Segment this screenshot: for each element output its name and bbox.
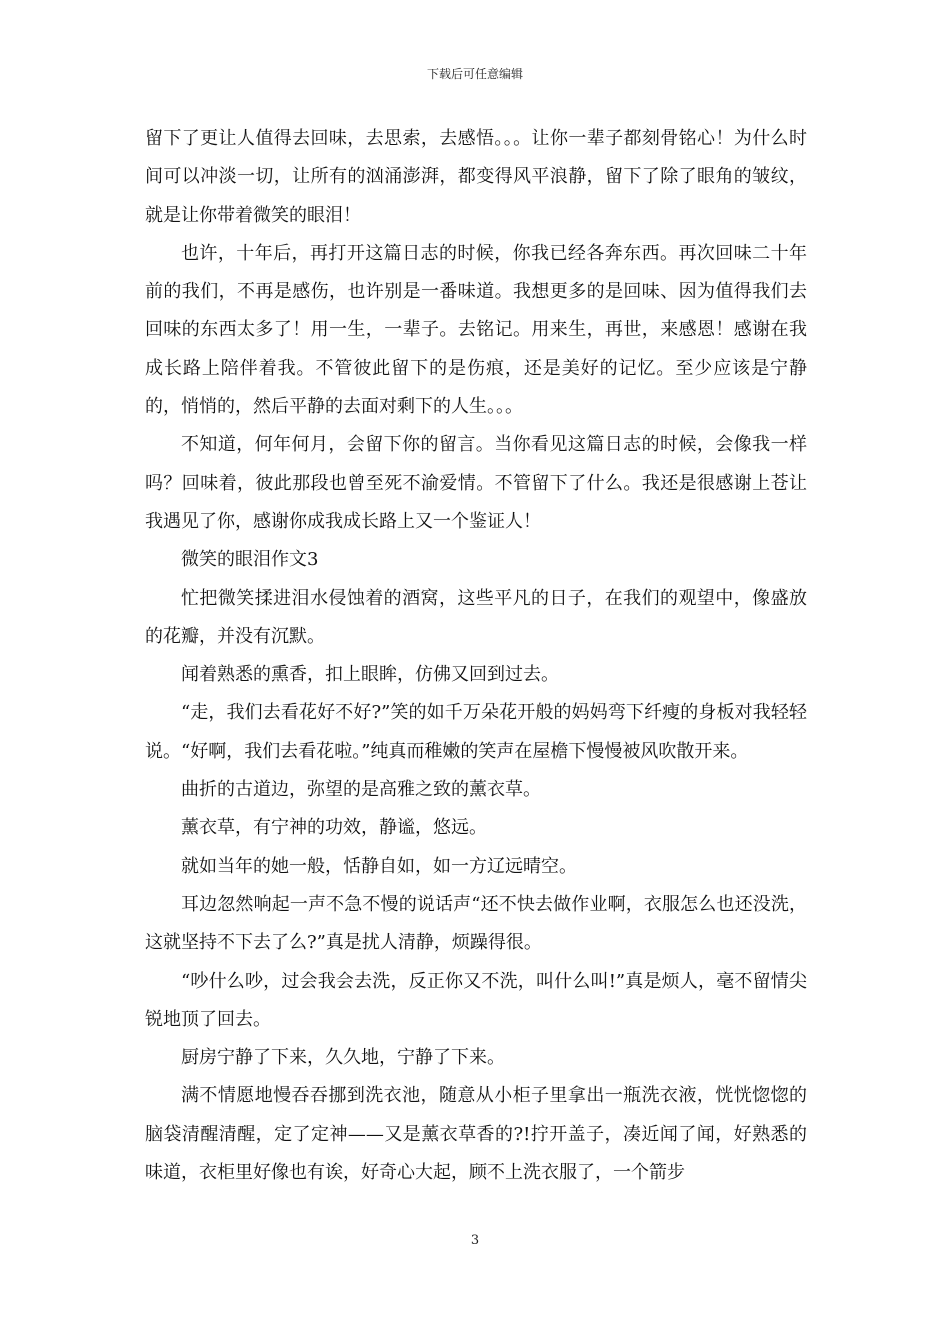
paragraph: 留下了更让人值得去回味，去思索，去感悟。。。让你一辈子都刻骨铭心！为什么时间可以冲淡一切，让所有的汹涌澎湃，都变得风平浪静，留下了除了眼角的皱纹，就是让你带着微笑的眼泪！ xyxy=(145,128,807,226)
paragraph: 厨房宁静了下来，久久地，宁静了下来。 xyxy=(181,1047,505,1069)
paragraph: “走，我们去看花好不好?”笑的如千万朵花开般的妈妈弯下纤瘦的身板对我轻轻说。“好啊，我们去看花啦。”纯真而稚嫩的笑声在屋檐下慢慢被风吹散开来。 xyxy=(145,702,807,762)
paragraph: 耳边忽然响起一声不急不慢的说话声“还不快去做作业啊，衣服怎么也还没洗，这就坚持不下去了么?”真是扰人清静，烦躁得很。 xyxy=(145,893,807,954)
page-number: 3 xyxy=(470,1233,480,1248)
section-heading: 微笑的眼泪作文3 xyxy=(181,549,319,571)
paragraph: 薰衣草，有宁神的功效，静谧，悠远。 xyxy=(181,817,487,839)
paragraph: 满不情愿地慢吞吞挪到洗衣池，随意从小柜子里拿出一瓶洗衣液，恍恍惚惚的脑袋清醒清醒，定了定神——又是薰衣草香的?!拧开盖子，凑近闻了闻，好熟悉的味道，衣柜里好像也有诶，好奇心大起，顾不上洗衣服了，一个箭步 xyxy=(145,1085,807,1184)
paragraph: 就如当年的她一般，恬静自如，如一方辽远晴空。 xyxy=(181,855,577,877)
paragraph: 曲折的古道边，弥望的是高雅之致的薰衣草。 xyxy=(181,779,541,801)
paragraph: 不知道，何年何月，会留下你的留言。当你看见这篇日志的时候，会像我一样吗？回味着，彼此那段也曾至死不渝爱情。不管留下了什么。我还是很感谢上苍让我遇见了你，感谢你成我成长路上又一个鉴证人！ xyxy=(145,434,807,532)
paragraph: 闻着熟悉的熏香，扣上眼眸，仿佛又回到过去。 xyxy=(181,664,559,686)
paragraph: 也许，十年后，再打开这篇日志的时候，你我已经各奔东西。再次回味二十年前的我们，不再是感伤，也许别是一番味道。我想更多的是回味、因为值得我们去回味的东西太多了！用一生，一辈子。去铭记。用来生，再世，来感恩！感谢在我成长路上陪伴着我。不管彼此留下的是伤痕，还是美好的记忆。至少应该是宁静的，悄悄的，然后平静的去面对剩下的人生。。。 xyxy=(145,242,807,418)
paragraph: 忙把微笑揉进泪水侵蚀着的酒窝，这些平凡的日子，在我们的观望中，像盛放的花瓣，并没有沉默。 xyxy=(145,587,807,647)
paragraph: “吵什么吵，过会我会去洗，反正你又不洗，叫什么叫!”真是烦人，毫不留情尖锐地顶了回去。 xyxy=(145,970,807,1030)
page-header: 下载后可任意编辑 xyxy=(426,67,523,81)
document-body xyxy=(145,120,807,1192)
